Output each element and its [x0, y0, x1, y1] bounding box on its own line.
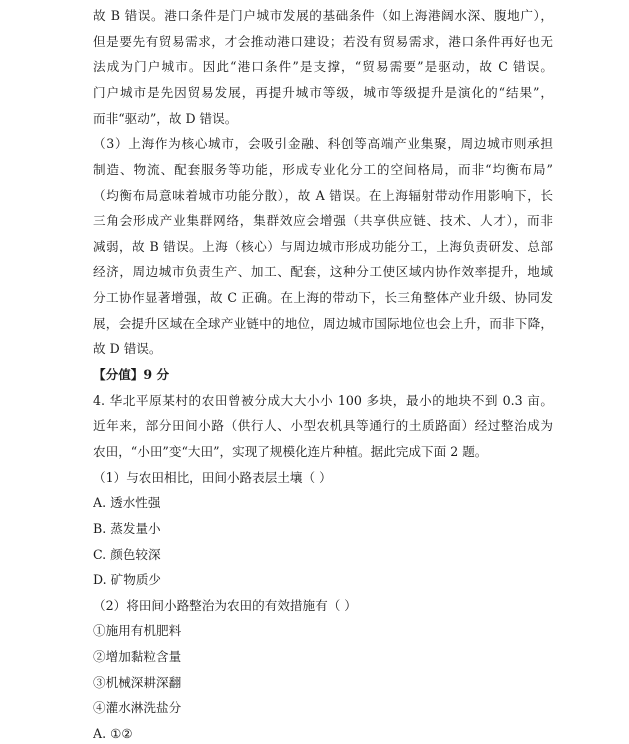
measure-item: ①施用有机肥料 — [93, 623, 182, 639]
option-a: A. 透水性强 — [93, 495, 161, 511]
text-line: 制造、物流、配套服务等功能，形成专业化分工的空间格局，而非“均衡布局” — [93, 161, 553, 177]
text-line: 故 B 错误。港口条件是门户城市发展的基础条件（如上海港阔水深、腹地广）， — [93, 8, 553, 23]
measure-item: ④灌水淋洗盐分 — [93, 700, 182, 716]
measure-item: ③机械深耕深翻 — [93, 674, 182, 690]
option-a: A. ①② — [93, 726, 133, 741]
question-stem: 4. 华北平原某村的农田曾被分成大大小小 100 多块，最小的地块不到 0.3 亩。 — [93, 392, 553, 408]
option-c: C. 颜色较深 — [93, 546, 161, 562]
sub-question: （1）与农田相比，田间小路表层土壤（ ） — [93, 469, 332, 485]
text-line: （均衡布局意味着城市功能分散），故 A 错误。在上海辐射带动作用影响下，长 — [93, 187, 553, 203]
text-line: 减弱，故 B 错误。上海（核心）与周边城市形成功能分工，上海负责研发、总部 — [93, 238, 553, 254]
text-line: 展，会提升区域在全球产业链中的地位，周边城市国际地位也会上升，而非下降， — [93, 315, 553, 331]
text-line: 分工协作显著增强，故 C 正确。在上海的带动下，长三角整体产业升级、协同发 — [93, 290, 553, 306]
text-line: 门户城市是先因贸易发展，再提升城市等级，城市等级提升是演化的“结果”， — [93, 84, 553, 100]
question-stem: 近年来，部分田间小路（供行人、小型农机具等通行的土质路面）经过整治成为 — [93, 418, 553, 434]
text-line: 故 D 错误。 — [93, 341, 162, 357]
text-line: 法成为门户城市。因此“港口条件”是支撑，“贸易需要”是驱动，故 C 错误。 — [93, 59, 553, 75]
text-line: 而非“驱动”，故 D 错误。 — [93, 110, 238, 126]
option-b: B. 蒸发量小 — [93, 520, 161, 536]
text-line: 经济，周边城市负责生产、加工、配套，这种分工使区域内协作效率提升，地域 — [93, 264, 553, 280]
score-label: 【分值】9 分 — [93, 367, 170, 382]
option-d: D. 矿物质少 — [93, 572, 162, 588]
text-line: 三角会形成产业集群网络，集群效应会增强（共享供应链、技术、人才），而非 — [93, 213, 553, 229]
measure-item: ②增加黏粒含量 — [93, 649, 182, 665]
text-line: （3）上海作为核心城市，会吸引金融、科创等高端产业集聚，周边城市则承担 — [93, 136, 553, 152]
question-stem: 农田，“小田”变“大田”，实现了规模化连片种植。据此完成下面 2 题。 — [93, 443, 488, 459]
sub-question: （2）将田间小路整治为农田的有效措施有（ ） — [93, 597, 357, 613]
text-line: 但是要先有贸易需求，才会推动港口建设；若没有贸易需求，港口条件再好也无 — [93, 33, 553, 49]
